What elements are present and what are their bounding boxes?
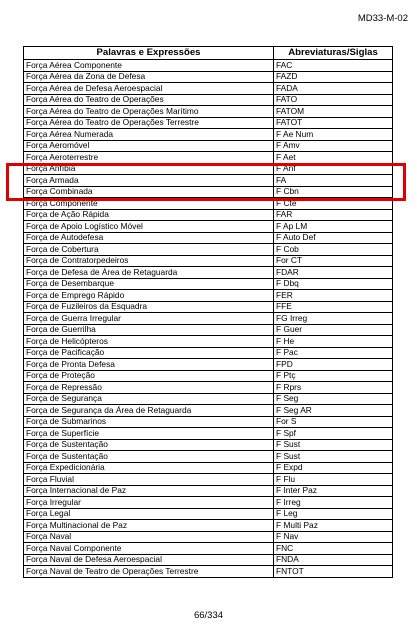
table-row xyxy=(24,382,393,394)
abbreviation-cell: F Cbn xyxy=(274,186,393,198)
abbreviation-cell: FADA xyxy=(274,83,393,95)
abbreviation-cell: F Irreg xyxy=(274,497,393,509)
term-cell: Força Aérea do Teatro de Operações Terrestre xyxy=(24,117,274,129)
abbreviation-cell: F Seg AR xyxy=(274,405,393,417)
term-cell: Força de Autodefesa xyxy=(24,232,274,244)
table-body xyxy=(24,60,393,578)
table-row xyxy=(24,60,393,72)
table-row xyxy=(24,428,393,440)
abbreviation-cell: F Dbq xyxy=(274,278,393,290)
page-number: 66/334 xyxy=(193,610,224,621)
term-cell: Força Expedicionária xyxy=(24,462,274,474)
term-cell: Força Aeroterrestre xyxy=(24,152,274,164)
term-cell: Força Naval de Defesa Aeroespacial xyxy=(24,554,274,566)
table-row xyxy=(24,278,393,290)
abbreviation-cell: F Spf xyxy=(274,428,393,440)
abbreviation-cell: F Guer xyxy=(274,324,393,336)
table-row xyxy=(24,83,393,95)
term-cell: Força Aérea de Defesa Aeroespacial xyxy=(24,83,274,95)
table-row xyxy=(24,405,393,417)
term-cell: Força de Repressão xyxy=(24,382,274,394)
term-cell: Força de Desembarque xyxy=(24,278,274,290)
table-row xyxy=(24,290,393,302)
term-cell: Força Legal xyxy=(24,508,274,520)
abbreviation-cell: For CT xyxy=(274,255,393,267)
term-cell: Força Aérea da Zona de Defesa xyxy=(24,71,274,83)
term-cell: Força Aeromóvel xyxy=(24,140,274,152)
abbreviation-cell: F Nav xyxy=(274,531,393,543)
table-row xyxy=(24,531,393,543)
table-row xyxy=(24,244,393,256)
abbreviation-cell: F Amv xyxy=(274,140,393,152)
abbreviation-cell: F Pac xyxy=(274,347,393,359)
term-cell: Força de Contratorpedeiros xyxy=(24,255,274,267)
term-cell: Força Aérea do Teatro de Operações Marítimo xyxy=(24,106,274,118)
abbreviation-cell: F Anf xyxy=(274,163,393,175)
abbreviation-cell: F Cob xyxy=(274,244,393,256)
abbreviation-cell: FNTOT xyxy=(274,566,393,578)
table-row xyxy=(24,106,393,118)
term-cell: Força de Emprego Rápido xyxy=(24,290,274,302)
term-cell: Força Naval xyxy=(24,531,274,543)
term-cell: Força Aérea Numerada xyxy=(24,129,274,141)
abbreviation-cell: FAR xyxy=(274,209,393,221)
term-cell: Força de Proteção xyxy=(24,370,274,382)
abbreviation-cell: FA xyxy=(274,175,393,187)
abbreviation-cell: FER xyxy=(274,290,393,302)
table-row xyxy=(24,94,393,106)
table-row xyxy=(24,140,393,152)
term-cell: Força de Ação Rápida xyxy=(24,209,274,221)
abbreviation-cell: F He xyxy=(274,336,393,348)
abbreviation-cell: FG Irreg xyxy=(274,313,393,325)
term-cell: Força de Sustentação xyxy=(24,451,274,463)
table-row xyxy=(24,163,393,175)
table-row xyxy=(24,152,393,164)
table-row xyxy=(24,474,393,486)
table-row xyxy=(24,497,393,509)
term-cell: Força Multinacional de Paz xyxy=(24,520,274,532)
document-code: MD33-M-02 xyxy=(357,13,408,24)
abbreviation-cell: FAC xyxy=(274,60,393,72)
table-row xyxy=(24,543,393,555)
abbreviation-cell: F Cte xyxy=(274,198,393,210)
term-cell: Força de Pronta Defesa xyxy=(24,359,274,371)
term-cell: Força de Segurança da Área de Retaguarda xyxy=(24,405,274,417)
abbreviation-cell: F Auto Def xyxy=(274,232,393,244)
abbreviation-cell: F Inter Paz xyxy=(274,485,393,497)
term-cell: Força de Segurança xyxy=(24,393,274,405)
abbreviations-table xyxy=(23,46,393,578)
table-row xyxy=(24,221,393,233)
abbreviation-cell: F Ae Num xyxy=(274,129,393,141)
table-row xyxy=(24,485,393,497)
table-row xyxy=(24,508,393,520)
term-cell: Força de Cobertura xyxy=(24,244,274,256)
table-row xyxy=(24,336,393,348)
term-cell: Força de Apoio Logístico Móvel xyxy=(24,221,274,233)
table-row xyxy=(24,359,393,371)
term-cell: Força Aérea Componente xyxy=(24,60,274,72)
term-cell: Força de Pacificação xyxy=(24,347,274,359)
table-row xyxy=(24,347,393,359)
table-header-row xyxy=(24,47,393,60)
term-cell: Força Irregular xyxy=(24,497,274,509)
table-row xyxy=(24,301,393,313)
table-row xyxy=(24,462,393,474)
term-cell: Força de Helicópteros xyxy=(24,336,274,348)
abbreviation-cell: FNDA xyxy=(274,554,393,566)
term-cell: Força de Superfície xyxy=(24,428,274,440)
abbreviation-cell: FATOM xyxy=(274,106,393,118)
term-cell: Força Anfíbia xyxy=(24,163,274,175)
table-row xyxy=(24,370,393,382)
term-cell: Força de Fuzileiros da Esquadra xyxy=(24,301,274,313)
table-row xyxy=(24,209,393,221)
abbreviation-cell: F Flu xyxy=(274,474,393,486)
term-cell: Força de Defesa de Área de Retaguarda xyxy=(24,267,274,279)
term-cell: Força Componente xyxy=(24,198,274,210)
abbreviation-cell: F Ptç xyxy=(274,370,393,382)
term-cell: Força Armada xyxy=(24,175,274,187)
table-row xyxy=(24,313,393,325)
term-cell: Força Naval Componente xyxy=(24,543,274,555)
table-row xyxy=(24,71,393,83)
table-row xyxy=(24,520,393,532)
term-cell: Força de Guerra Irregular xyxy=(24,313,274,325)
abbreviation-cell: FNC xyxy=(274,543,393,555)
abbreviation-cell: FDAR xyxy=(274,267,393,279)
header-abbreviations: Abreviaturas/Siglas xyxy=(274,47,393,60)
term-cell: Força Combinada xyxy=(24,186,274,198)
header-terms: Palavras e Expressões xyxy=(24,47,274,60)
abbreviation-cell: F Ap LM xyxy=(274,221,393,233)
table-row xyxy=(24,393,393,405)
table-row xyxy=(24,554,393,566)
term-cell: Força de Submarinos xyxy=(24,416,274,428)
abbreviation-cell: FATOT xyxy=(274,117,393,129)
abbreviation-cell: F Expd xyxy=(274,462,393,474)
abbreviation-cell: F Sust xyxy=(274,439,393,451)
table-row xyxy=(24,117,393,129)
abbreviation-cell: FFE xyxy=(274,301,393,313)
abbreviation-cell: F Sust xyxy=(274,451,393,463)
table-row xyxy=(24,186,393,198)
abbreviation-cell: F Aet xyxy=(274,152,393,164)
table-row xyxy=(24,198,393,210)
term-cell: Força Fluvial xyxy=(24,474,274,486)
table-row xyxy=(24,175,393,187)
abbreviation-cell: FAZD xyxy=(274,71,393,83)
table-row xyxy=(24,255,393,267)
table-row xyxy=(24,324,393,336)
table-row xyxy=(24,451,393,463)
table-row xyxy=(24,566,393,578)
abbreviation-cell: FPD xyxy=(274,359,393,371)
table-row xyxy=(24,129,393,141)
term-cell: Força de Guerrilha xyxy=(24,324,274,336)
abbreviation-cell: For S xyxy=(274,416,393,428)
abbreviation-cell: F Multi Paz xyxy=(274,520,393,532)
abbreviation-cell: F Leg xyxy=(274,508,393,520)
term-cell: Força Internacional de Paz xyxy=(24,485,274,497)
abbreviation-cell: F Seg xyxy=(274,393,393,405)
table-row xyxy=(24,416,393,428)
table-row xyxy=(24,267,393,279)
term-cell: Força Aérea do Teatro de Operações xyxy=(24,94,274,106)
abbreviation-cell: F Rprs xyxy=(274,382,393,394)
term-cell: Força de Sustentação xyxy=(24,439,274,451)
term-cell: Força Naval de Teatro de Operações Terrestre xyxy=(24,566,274,578)
abbreviation-cell: FATO xyxy=(274,94,393,106)
table-row xyxy=(24,439,393,451)
table-row xyxy=(24,232,393,244)
